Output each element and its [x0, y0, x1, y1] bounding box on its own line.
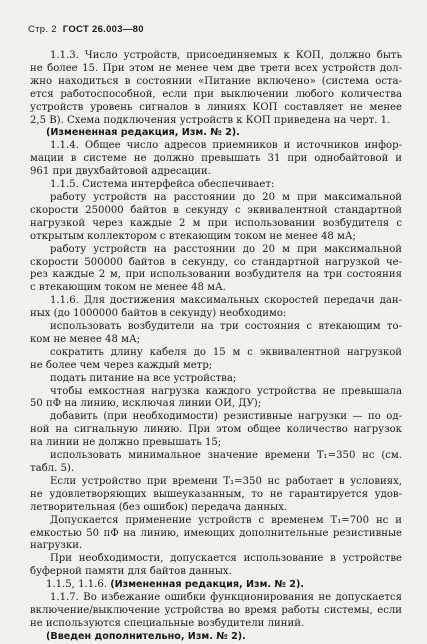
text-line: летворительная (без ошибок) передача данных.	[30, 501, 288, 513]
text-line: ной на сигнальную линию. При этом общее количество нагрузок	[30, 424, 402, 436]
text-line: работу устройств на расстоянии до 20 м при максимальной	[50, 243, 402, 255]
text-line: 2,5 В). Схема подключения устройств к КОП приведена на черт. 1.	[30, 114, 391, 126]
text-line: использовать возбудители на три состояния с втекающим то-	[50, 321, 402, 333]
text-line: включение/выключение устройства во время работы системы, если	[30, 604, 402, 616]
text-line: открытым коллектором с втекающим током не менее 48 мА;	[30, 230, 356, 242]
text-line: 1.1.6. Для достижения максимальных скоростей передачи дан-	[50, 295, 402, 307]
text-line: 50 пФ на линию, исключая линии ОИ, ДУ);	[30, 398, 262, 410]
text-line: нагрузки.	[30, 540, 83, 552]
text-line	[30, 579, 402, 592]
text-line: 1.1.4. Общее число адресов приемников и источников инфор-	[50, 140, 402, 152]
text-line: скорости 250000 байтов в секунду с эквивалентной стандартной	[30, 204, 402, 216]
text-line: работу устройств на расстоянии до 20 м при максимальной	[50, 191, 402, 203]
page-number: 2	[51, 24, 57, 35]
text-line: рез каждые 2 м, при использовании возбудителя на три состояния	[30, 269, 402, 281]
amendment-note: (Измененная редакция, Изм. № 2).	[110, 579, 305, 591]
text-line: ется работоспособной, если при выключении любого количества	[30, 88, 402, 100]
text-line: мации в системе не должно превышать 31 при однобайтовой и	[30, 153, 402, 165]
text-line: сократить длину кабеля до 15 м с эквивалентной нагрузкой	[50, 346, 402, 358]
standard-number: ГОСТ 26.003—80	[62, 24, 144, 35]
text-line: не более чем через каждый метр;	[30, 359, 213, 371]
text-line: подать питание на все устройства;	[50, 372, 237, 384]
text-line: устройств уровень сигналов в линиях КОП составляет не менее	[30, 101, 402, 113]
line-number-ref: 1.1.5, 1.1.6.	[46, 579, 111, 591]
text-line: 1.1.7. Во избежание ошибки функционирования не допускается	[50, 592, 402, 604]
text-line: добавить (при необходимости) резистивные нагрузки — по од-	[50, 411, 402, 423]
text-line: Если устройство при времени T₁=350 нс работает в условиях,	[50, 475, 402, 487]
text-line: не более 15. При этом не менее чем две трети всех устройств дол-	[30, 62, 402, 74]
page-label: Стр.	[28, 24, 49, 35]
text-line: ных (до 1000000 байтов в секунду) необходимо:	[30, 308, 287, 320]
text-line: 1.1.3. Число устройств, присоединяемых к КОП, должно быть	[50, 50, 402, 61]
text-line: 1.1.5. Система интерфейса обеспечивает:	[50, 179, 275, 191]
text-line: использовать минимальное значение времени T₁=350 нс (см.	[50, 450, 402, 462]
text-line: емкостью 50 пФ на линию, имеющих дополнительные резистивные	[30, 527, 402, 539]
text-line: чтобы емкостная нагрузка каждого устройства не превышала	[50, 385, 402, 397]
amendment-note: (Введен дополнительно, Изм. № 2).	[46, 630, 246, 642]
text-line: с втекающим током не менее 48 мА.	[30, 282, 226, 294]
page-header	[28, 24, 144, 35]
text-line: не используются специальные возбудители линий.	[30, 617, 305, 629]
text-line: 961 при двухбайтовой адресации.	[30, 166, 211, 178]
text-line: При необходимости, допускается использование в устройстве	[50, 553, 402, 565]
amendment-note: (Измененная редакция, Изм. № 2).	[46, 127, 240, 139]
document-body	[30, 50, 402, 644]
text-line: скорости 500000 байтов в секунду, со стандартной нагрузкой че-	[30, 256, 402, 268]
text-line: не удовлетворяющих вышеуказанным, то не гарантируется удов-	[30, 488, 402, 500]
text-line: на линии не должно превышать 15;	[30, 437, 222, 449]
text-line: буферной памяти для байтов данных.	[30, 566, 232, 578]
text-line: нагрузкой через каждые 2 м при использовании возбудителя с	[30, 217, 402, 229]
text-line: Допускается применение устройств с временем T₁=700 нс и	[50, 514, 402, 526]
text-line: табл. 5).	[30, 463, 75, 474]
text-line: ком не менее 48 мА;	[30, 333, 141, 345]
text-line: жно находиться в состоянии «Питание включено» (система оста-	[30, 75, 402, 87]
